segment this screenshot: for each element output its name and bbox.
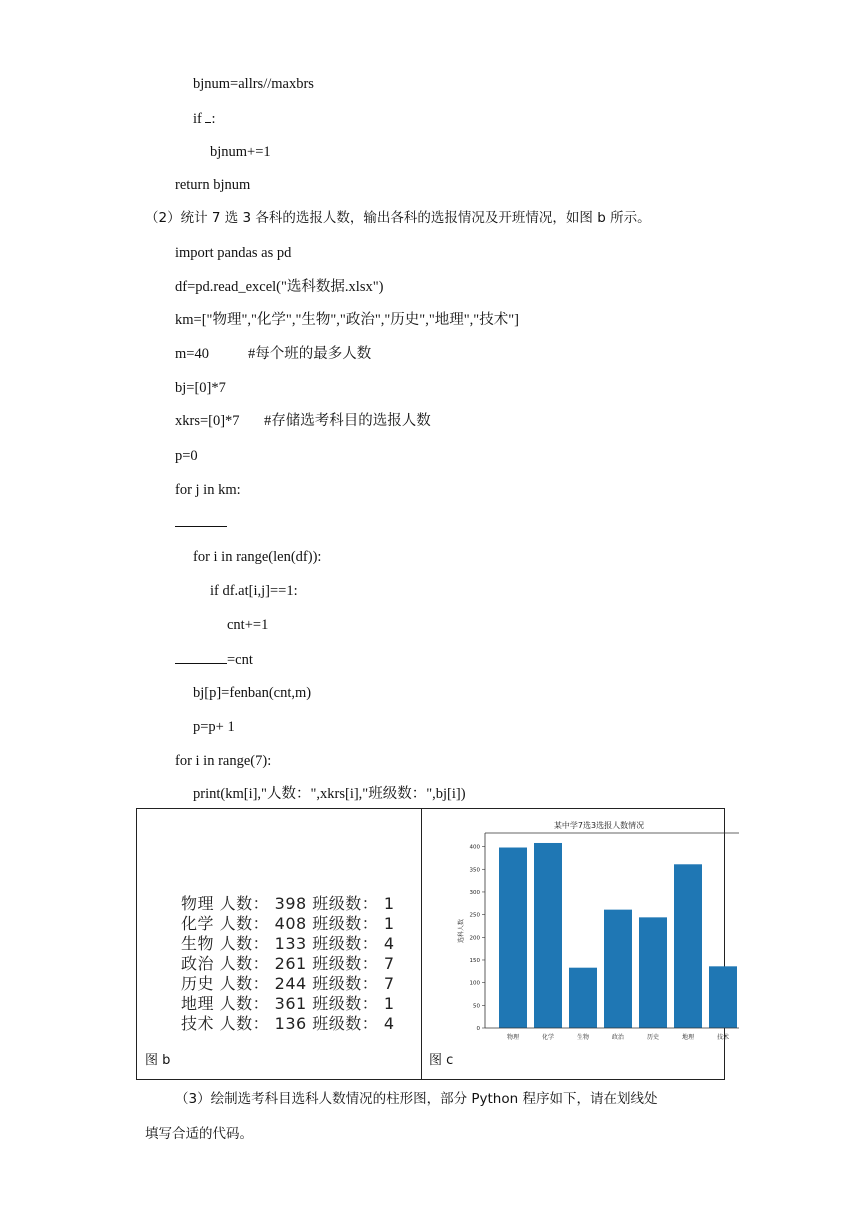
- code-line: bj[p]=fenban(cnt,m): [193, 685, 312, 701]
- x-tick-label: 政治: [611, 1034, 625, 1041]
- answer-blank: [175, 649, 227, 664]
- output-row: 历史 人数： 244 班级数： 7: [181, 974, 395, 993]
- code-line: p=0: [175, 448, 198, 464]
- chart-bar: [534, 843, 562, 1028]
- chart-title: 某中学7选3选报人数情况: [553, 821, 645, 830]
- y-tick-label: 400: [469, 844, 480, 851]
- code-line: [175, 512, 227, 533]
- code-line: print(km[i],"人数：",xkrs[i],"班级数：",bj[i]): [193, 786, 466, 802]
- chart-bar: [604, 910, 632, 1028]
- x-tick-label: 生物: [576, 1034, 590, 1041]
- output-row: 技术 人数： 136 班级数： 4: [181, 1014, 395, 1033]
- question-text: （3）绘制选考科目选科人数情况的柱形图，部分 Python 程序如下，请在划线处: [175, 1091, 658, 1107]
- y-tick-label: 50: [473, 1003, 480, 1010]
- code-line: for j in km:: [175, 482, 241, 498]
- code-line: m=40: [175, 346, 209, 362]
- code-comment: #存储选考科目的选报人数: [264, 413, 431, 429]
- figure-c-caption: 图 c: [429, 1053, 454, 1068]
- answer-blank: [175, 512, 227, 527]
- figure-b-caption: 图 b: [145, 1053, 171, 1068]
- bar-chart: [421, 809, 730, 1079]
- code-line: for i in range(7):: [175, 753, 272, 769]
- y-tick-label: 0: [476, 1026, 480, 1032]
- output-row: 物理 人数： 398 班级数： 1: [181, 894, 395, 913]
- y-tick-label: 300: [469, 889, 480, 896]
- code-line: if df.at[i,j]==1:: [210, 583, 298, 599]
- code-line: km=["物理","化学","生物","政治","历史","地理","技术"]: [175, 312, 519, 328]
- code-line: import pandas as pd: [175, 245, 292, 261]
- figure-b-panel: [137, 809, 422, 1079]
- y-axis-label: 选科人数: [458, 918, 465, 944]
- y-tick-label: 200: [469, 935, 480, 942]
- code-line: cnt+=1: [227, 617, 269, 633]
- code-text: :: [211, 111, 216, 127]
- code-line: df=pd.read_excel("选科数据.xlsx"): [175, 279, 384, 295]
- chart-bar: [499, 848, 527, 1028]
- y-tick-label: 100: [469, 980, 480, 987]
- code-line: bjnum+=1: [210, 144, 271, 160]
- chart-bar: [639, 917, 667, 1028]
- question-text: （2）统计 7 选 3 各科的选报人数，输出各科的选报情况及开班情况，如图 b 所示。: [145, 210, 651, 226]
- x-tick-label: 地理: [681, 1034, 695, 1041]
- chart-bar: [709, 966, 737, 1028]
- code-line: xkrs=[0]*7: [175, 413, 240, 429]
- code-line: p=p+ 1: [193, 719, 235, 735]
- question-text: 填写合适的代码。: [145, 1126, 253, 1142]
- figure-c-panel: [421, 809, 730, 1079]
- code-line: [193, 108, 216, 129]
- output-row: 政治 人数： 261 班级数： 7: [181, 954, 395, 973]
- x-tick-label: 历史: [646, 1034, 660, 1041]
- code-line: [175, 649, 253, 670]
- code-line: for i in range(len(df)):: [193, 549, 322, 565]
- y-tick-label: 250: [469, 912, 480, 919]
- figure-table: [136, 808, 730, 1080]
- output-row: 化学 人数： 408 班级数： 1: [181, 914, 395, 933]
- output-row: 地理 人数： 361 班级数： 1: [181, 994, 395, 1013]
- code-line: return bjnum: [175, 177, 251, 193]
- code-line: bj=[0]*7: [175, 380, 226, 396]
- chart-bar: [569, 968, 597, 1028]
- code-text: =cnt: [227, 652, 253, 668]
- code-line: bjnum=allrs//maxbrs: [193, 76, 314, 92]
- output-row: 生物 人数： 133 班级数： 4: [181, 934, 395, 953]
- x-tick-label: 化学: [541, 1034, 555, 1041]
- code-text: if: [193, 111, 206, 127]
- code-comment: #每个班的最多人数: [248, 346, 372, 362]
- y-tick-label: 150: [469, 957, 480, 964]
- x-tick-label: 物理: [506, 1034, 520, 1041]
- chart-bar: [674, 864, 702, 1028]
- y-tick-label: 350: [469, 867, 480, 874]
- x-tick-label: 技术: [716, 1034, 730, 1041]
